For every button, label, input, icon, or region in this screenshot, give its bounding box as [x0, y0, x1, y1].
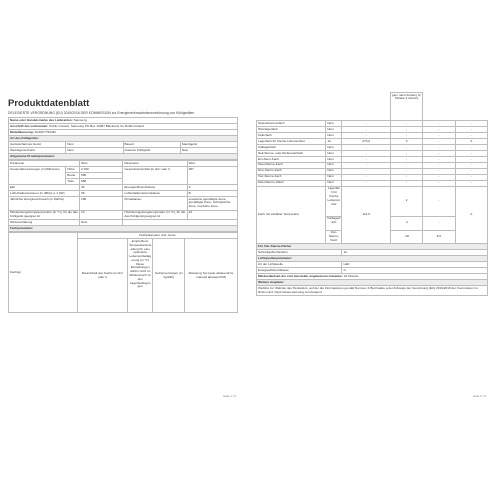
fach-group-header: Fachparameter und -werte	[77, 233, 237, 239]
top-note: gem nach Anhang IV, Tabelle 3 stehen)	[390, 93, 422, 121]
supplier-value: Samsung	[73, 117, 87, 122]
table-cell: Nein	[180, 148, 237, 154]
table-cell: Nein	[326, 121, 342, 127]
light-type-label: Art der Lichtquelle	[257, 262, 342, 268]
table-cell: 658	[79, 179, 123, 185]
datasheet-page-1	[4, 92, 242, 402]
type-label: Art des Kühlgeräts:	[10, 135, 39, 140]
table-cell: -	[342, 121, 391, 127]
table-cell: -	[423, 132, 455, 138]
four-star-label: Für Vier-Sterne-Fächer	[258, 244, 292, 248]
fach-header-type: Fachtyp	[9, 233, 78, 313]
table-cell: -	[423, 150, 455, 156]
table-cell: 8,0	[423, 230, 455, 244]
table-cell: A	[187, 185, 237, 191]
table-cell: Bauart:	[123, 142, 180, 148]
header-cell: Wert	[79, 161, 123, 167]
table-cell: Höchstumgebungstemperatur (in °C), für die das Kühlgerät geeignet ist	[124, 210, 186, 218]
table-cell: Kaltlagerfach	[257, 144, 326, 150]
variable-sub-label: Kaltlagerfach	[326, 216, 342, 230]
model-label: Modellkennung:	[10, 129, 34, 134]
more-info-label: Weitere Angaben:	[258, 279, 285, 284]
table-cell: -	[342, 126, 391, 132]
table-cell: -	[390, 132, 422, 138]
page-title: Produktdatenblatt	[8, 98, 90, 109]
table-cell: Geräuscharmes Gerät:	[9, 142, 66, 148]
table-cell: Nein	[326, 126, 342, 132]
table-cell: -	[390, 168, 422, 174]
table-cell: Mindestumgebungstemperatur (in °C), für die das Kühlgerät geeignet ist	[10, 210, 78, 218]
table-cell: -	[342, 162, 391, 168]
supplier-label: Name oder Handelsmarke des Lieferanten:	[10, 117, 73, 122]
table-cell: -	[423, 144, 455, 150]
table-cell: Nein	[326, 156, 342, 162]
table-cell: Luftschallemissionen (in dB(A) re 1 pW)	[9, 191, 80, 197]
table-row	[9, 197, 238, 211]
table-cell: Tiefe	[66, 179, 80, 185]
dims-label: Gesamtabmessungen (in Millimeter)	[9, 167, 66, 185]
fach-header-volume: Rauminhalt des Fachs (in dm³ oder l)	[77, 239, 127, 313]
table-cell: -	[342, 156, 391, 162]
table-cell: Vier-Sterne-Fach	[257, 174, 326, 180]
table-cell: -	[455, 150, 487, 156]
table-cell: -	[423, 126, 455, 132]
table-cell: Weinlagerschrank:	[9, 148, 66, 154]
table-cell: 108	[79, 197, 123, 211]
table-cell: -	[390, 121, 422, 127]
table-cell: -	[342, 132, 391, 138]
table-cell: -	[390, 150, 422, 156]
page-number: seite 1 / 2	[222, 394, 236, 398]
variable-sub-label: Vier-Sterne-Fach	[326, 230, 342, 244]
table-cell: -1	[390, 216, 422, 230]
fach-header-defrost: Abtauung Typ (auto-abtauend=A, manuell abtauend=M)	[185, 239, 238, 313]
table-cell: Nein	[66, 148, 123, 154]
table-cell: Zwei-Sterne-Abteil	[257, 180, 326, 186]
table-cell: -	[423, 156, 455, 162]
table-cell: 43	[187, 210, 237, 220]
table-cell: A	[455, 138, 487, 144]
table-cell: Kellerfach	[257, 132, 326, 138]
table-cell: -	[390, 126, 422, 132]
table-cell: Höhe	[66, 167, 80, 173]
header-cell: Parameter	[9, 161, 80, 167]
table-cell: -	[390, 144, 422, 150]
table-cell: Nein	[79, 220, 123, 226]
table-cell: -	[390, 156, 422, 162]
table-cell: -	[342, 144, 391, 150]
table-cell: -	[423, 162, 455, 168]
variable-volume: 114,0	[342, 186, 391, 244]
table-cell: -	[423, 186, 455, 216]
table-cell: Weinlagerfach	[257, 126, 326, 132]
table-cell: -	[455, 162, 487, 168]
page-number: seite 2 / 2	[472, 394, 486, 398]
variable-sub-label: Lagerfach für frische Lebensmittel	[326, 186, 342, 216]
table-cell: EEI	[9, 185, 80, 191]
header-cell: Parameter	[123, 161, 187, 167]
table-cell: 273,0	[342, 138, 391, 144]
fach-header-freeze: Gefriervermögen (in kg/24h)	[153, 239, 185, 313]
warranty-value: 24 Monate	[343, 273, 359, 278]
table-cell: -	[342, 168, 391, 174]
table-cell: Nein	[326, 174, 342, 180]
table-cell: -	[455, 121, 487, 127]
table-cell: erweiterte gemäßigte Zone, gemäßigte Zone, subtropische Zone, tropische Zone	[187, 197, 237, 211]
table-cell: Standgerät	[180, 142, 237, 148]
light-type-value: LED	[342, 262, 488, 268]
table-cell: Lagerfach für frische Lebensmittel	[257, 138, 326, 144]
table-cell: Energieeffizienzklasse	[123, 185, 187, 191]
rapid-freeze-label: Schnellgefrierfunktion	[257, 250, 342, 256]
table-cell: -18	[390, 230, 422, 244]
table-cell: -	[423, 174, 455, 180]
table-cell: -	[423, 180, 455, 186]
warranty-label: Mindestlaufzeit der vom Hersteller angebotenen Garantie:	[258, 273, 343, 278]
table-cell: Nein	[66, 142, 123, 148]
table-cell: -	[455, 132, 487, 138]
table-cell: -	[423, 138, 455, 144]
table-cell: Klimaklasse:	[123, 197, 187, 211]
regulation-text: DELEGIERTE VERORDNUNG (EU) 2019/2016 DER KOMMISSION zur Energieverbrauchskennzeichnung von Kühlgeräten	[8, 111, 195, 115]
fach-table	[8, 232, 238, 313]
fach-label: Fachparameter:	[10, 225, 34, 230]
table-cell: Luftschallemissionsklasse	[123, 191, 187, 197]
table-cell: -	[342, 174, 391, 180]
more-info-text: Weblink zur Website des Herstellers, auf der die Informationen gemäß Nummer 4 Buchstabe a der Anhangs der Verordnung (EU) 2019/2019 der Kommission zu finden sind: https://www.samsung.com/support	[257, 286, 488, 296]
table-cell: -	[390, 174, 422, 180]
volume-label: Gesamtrauminhalt (in dm³ oder l)	[123, 167, 187, 185]
table-cell: 35	[79, 191, 123, 197]
light-class-label: Energieeffizienzklasse	[257, 268, 342, 274]
table-cell: 10	[79, 210, 123, 220]
table-cell: -	[455, 174, 487, 180]
table-cell: -	[455, 156, 487, 162]
table-cell: -	[455, 180, 487, 186]
params-table	[8, 160, 238, 232]
table-cell: Nein	[326, 180, 342, 186]
table-cell: Ein-Stern-Fach	[257, 156, 326, 162]
model-value: RL38C776ASR	[34, 129, 56, 134]
table-cell: 3	[390, 138, 422, 144]
compartments-table	[256, 92, 488, 296]
table-cell: 45	[79, 185, 123, 191]
light-label: Lichtquellenparameter:	[258, 255, 293, 260]
table-cell: Breite	[66, 173, 80, 179]
header-cell: Wert	[187, 161, 237, 167]
table-cell: Ja	[326, 138, 342, 144]
table-cell: 595	[79, 173, 123, 179]
table-cell: Null-Sterne- oder Eisbereiterfach	[257, 150, 326, 156]
supplier-table	[8, 117, 238, 160]
address-label: Anschrift des Lieferanten:	[10, 123, 49, 128]
table-cell: Nein	[326, 162, 342, 168]
table-cell: -	[423, 168, 455, 174]
table-cell: -	[342, 150, 391, 156]
table-cell: Zwei-Sterne-Fach	[257, 162, 326, 168]
table-cell: Winterschaltung	[9, 220, 80, 226]
table-cell: Speisekammerfach	[257, 121, 326, 127]
light-class-value: G	[342, 268, 488, 274]
table-cell: Nein	[326, 150, 342, 156]
general-label: Allgemeine Produktparameter:	[10, 153, 56, 158]
fach-header-temp: Empfohlene Temperatureinstellung für eine optimierte Lebensmittellagerung (in °C) Diese Einstellungen dürfen nicht im Widerspruch zu den Lagerbedingungen	[128, 239, 153, 313]
table-cell: Jährlicher Energieverbrauch (in kWh/a)	[9, 197, 80, 211]
table-cell: -	[455, 144, 487, 150]
table-cell: Nein	[326, 144, 342, 150]
table-cell: Anderes Kühlgerät:	[123, 148, 180, 154]
table-cell: Nein	[326, 168, 342, 174]
table-cell: -	[342, 180, 391, 186]
rapid-freeze-value: Ja	[342, 250, 488, 256]
table-cell: Drei-Sterne-Fach	[257, 168, 326, 174]
table-cell: B	[187, 191, 237, 197]
table-cell: -	[390, 162, 422, 168]
variable-temp-label: Fach mit variabler Temperatur	[257, 186, 326, 244]
variable-defrost: A	[455, 186, 487, 244]
table-cell: 2 030	[79, 167, 123, 173]
datasheet-page-2	[254, 92, 492, 402]
volume-value: 387	[187, 167, 237, 185]
table-cell: Nein	[326, 132, 342, 138]
address-value: Public Contact, Samsung PO Box 12987 Blackrock Co.Dublin Ireland	[49, 123, 144, 128]
table-cell: -	[423, 121, 455, 127]
table-row	[9, 210, 238, 220]
table-cell: -	[455, 168, 487, 174]
table-cell: -	[455, 126, 487, 132]
table-cell: 2	[390, 186, 422, 216]
table-cell: -	[390, 180, 422, 186]
table-cell: -	[423, 216, 455, 230]
